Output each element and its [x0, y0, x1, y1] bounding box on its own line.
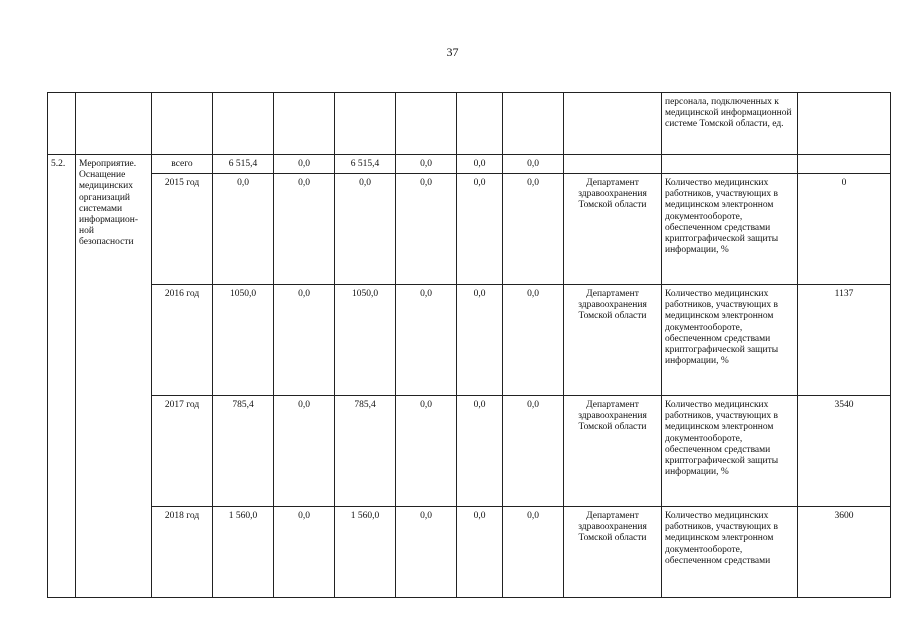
total-indicator — [662, 155, 798, 174]
program-table — [47, 92, 891, 598]
year-v6: 0,0 — [503, 396, 564, 507]
year-v5: 0,0 — [457, 174, 503, 285]
year-v6: 0,0 — [503, 285, 564, 396]
measure-title: Мероприятие. Оснащение медицинских организаций системами информацион-ной безопасности — [76, 155, 152, 598]
year-v1: 0,0 — [213, 174, 274, 285]
year-indicator-value: 0 — [798, 174, 891, 285]
year-indicator: Количество медицинских работников, участвующих в медицинском электронном документообороте, обеспеченном средствами криптографической защиты информации, % — [662, 285, 798, 396]
total-v2: 0,0 — [274, 155, 335, 174]
total-v4: 0,0 — [396, 155, 457, 174]
cell-v3 — [335, 93, 396, 155]
year-v2: 0,0 — [274, 507, 335, 598]
cell-v1 — [213, 93, 274, 155]
year-indicator-value: 1137 — [798, 285, 891, 396]
table-row — [48, 93, 891, 155]
year-executor: Департамент здравоохранения Томской области — [564, 285, 662, 396]
year-v4: 0,0 — [396, 174, 457, 285]
year-v3: 1050,0 — [335, 285, 396, 396]
year-indicator-value: 3600 — [798, 507, 891, 598]
year-v1: 1 560,0 — [213, 507, 274, 598]
year-v5: 0,0 — [457, 285, 503, 396]
cell-year — [152, 93, 213, 155]
cell-v4 — [396, 93, 457, 155]
cell-v6 — [503, 93, 564, 155]
table-row — [48, 285, 891, 396]
year-v3: 1 560,0 — [335, 507, 396, 598]
year-v4: 0,0 — [396, 285, 457, 396]
cell-indicator: персонала, подключенных к медицинской информационной системе Томской области, ед. — [662, 93, 798, 155]
total-v5: 0,0 — [457, 155, 503, 174]
table-row — [48, 174, 891, 285]
year-v1: 1050,0 — [213, 285, 274, 396]
year-v1: 785,4 — [213, 396, 274, 507]
cell-title — [76, 93, 152, 155]
year-indicator: Количество медицинских работников, участвующих в медицинском электронном документообороте, обеспеченном средствами — [662, 507, 798, 598]
year-label: 2018 год — [152, 507, 213, 598]
year-v2: 0,0 — [274, 285, 335, 396]
total-label: всего — [152, 155, 213, 174]
year-indicator-value: 3540 — [798, 396, 891, 507]
year-v4: 0,0 — [396, 396, 457, 507]
cell-v2 — [274, 93, 335, 155]
total-v1: 6 515,4 — [213, 155, 274, 174]
year-executor: Департамент здравоохранения Томской области — [564, 507, 662, 598]
year-label: 2017 год — [152, 396, 213, 507]
table-row — [48, 507, 891, 598]
year-v5: 0,0 — [457, 396, 503, 507]
year-executor: Департамент здравоохранения Томской области — [564, 174, 662, 285]
year-v6: 0,0 — [503, 174, 564, 285]
year-v5: 0,0 — [457, 507, 503, 598]
year-v3: 0,0 — [335, 174, 396, 285]
cell-indicator-value — [798, 93, 891, 155]
total-v6: 0,0 — [503, 155, 564, 174]
cell-number — [48, 93, 76, 155]
year-indicator: Количество медицинских работников, участвующих в медицинском электронном документообороте, обеспеченном средствами криптографической защиты информации, % — [662, 396, 798, 507]
year-v4: 0,0 — [396, 507, 457, 598]
year-v3: 785,4 — [335, 396, 396, 507]
cell-executor — [564, 93, 662, 155]
year-v6: 0,0 — [503, 507, 564, 598]
year-v2: 0,0 — [274, 396, 335, 507]
total-executor — [564, 155, 662, 174]
total-v3: 6 515,4 — [335, 155, 396, 174]
year-v2: 0,0 — [274, 174, 335, 285]
page-number: 37 — [446, 45, 459, 59]
table-row — [48, 396, 891, 507]
cell-v5 — [457, 93, 503, 155]
total-indicator-value — [798, 155, 891, 174]
year-label: 2015 год — [152, 174, 213, 285]
year-executor: Департамент здравоохранения Томской области — [564, 396, 662, 507]
table-row — [48, 155, 891, 174]
measure-number: 5.2. — [48, 155, 76, 598]
year-label: 2016 год — [152, 285, 213, 396]
year-indicator: Количество медицинских работников, участвующих в медицинском электронном документообороте, обеспеченном средствами криптографической защиты информации, % — [662, 174, 798, 285]
